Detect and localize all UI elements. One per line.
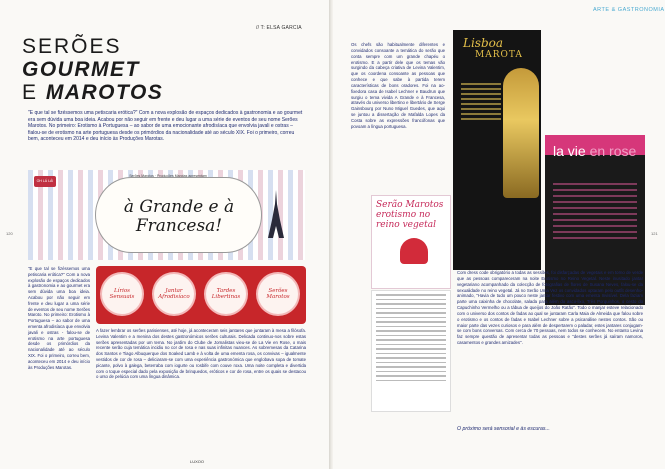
menu-card-heading: Serão Marotos erotismo no reino vegetal <box>376 200 444 230</box>
heart-icon <box>400 238 428 264</box>
body-column-right-top: Os chefs são habitualmente diferentes e convidados consoante a temática do serão que conta sempre com um grande chapéu o erotismo. E a partir dele que os temas vão surgindo da cabeça criativa de Levina Valentim, que os coordena consoante as pessoas que conhece e que sabe à partida terem características de bons oradores. Foi na ao- fixedora casa de Isabel Lechner e Baudrun que surgiu o tema vivida A Grande e à Francesa, através do universo libertino e libertário de Serge Gainsbourg por Nuno Miguel Guedes, que aqui se juntou a dissertação de Mafalda Lopes da Costa sobre as expressões francófonas que povoam a língua portuguesa. <box>351 42 445 129</box>
banner-badge: OH LÁ LÁ! <box>34 176 56 187</box>
title-line-3-a: E <box>22 81 39 104</box>
poster1-menu-list <box>461 80 501 123</box>
left-page <box>0 0 332 469</box>
right-page <box>333 0 665 469</box>
page-number-left: 120 <box>6 231 13 236</box>
banner-label <box>96 178 261 252</box>
medal-2: Jantar Afrodisíaco <box>154 274 194 314</box>
eiffel-tower-icon <box>268 190 284 238</box>
poster2-title-b: en rose <box>589 143 637 159</box>
poster2-menu-rows <box>553 179 637 243</box>
medal-4: Serões Marotos <box>258 274 298 314</box>
poster1-line2: MAROTA <box>475 50 523 60</box>
poster1-line1: Lisboa <box>463 36 504 50</box>
banner-title: à Grande e à Francesa! <box>123 197 235 236</box>
medal-3: Tardes Libertinas <box>206 274 246 314</box>
vegetal-menu-card <box>371 195 451 289</box>
body-column-left: "E que tal se fizéssemos uma petiscaria erótica?" Com a nova explosão de espaços dedicados à gastronomia e ao gourmet era sem dúvida uma boa ideia. Acabou por não seguir em frente e deu lugar a uma série de eventos de seu nome Serões Maroto. No primeiro: Erotismo à Portuguesa – ao sabor de uma ementa afrodisíaca que envolvia javali e ostras - falou-se de erotismo na arte portuguesa desde os primórdios da nacionalidade até ao século XIX. Foi o primeiro, correu bem, aconteceu em 2014 e deu início às Produções Marotas. <box>28 266 90 370</box>
lisboa-marota-poster <box>453 30 541 270</box>
closing-line: O próximo será sensorial e às escuras... <box>457 426 550 432</box>
footer-logo: LUXOO <box>190 459 205 464</box>
ornate-poster <box>96 266 306 324</box>
poster1-figure <box>503 68 539 198</box>
lead-paragraph: "E que tal se fizéssemos uma petiscaria erótica?" Com a nova explosão de espaços dedicados à gastronomia e ao gourmet era sem dúvida uma boa ideia. Acabou por não seguir em frente e deu lugar a uma série de eventos de seu nome Serões Marotos. No primeiro: Erotismo à Portuguesa – ao sabor de uma emocionante afrodisíaca que envolvia javali e ostras – fialou-se de erotismo na arte portuguesa desde os primórdios da nacionalidade até ao século XIX. Foi o primeiro, correu bem, aconteceu em 2014 e deu início às Produções Marotas. <box>28 110 303 143</box>
section-tag: ARTE & GASTRONOMIA <box>593 7 665 13</box>
page-number-right: 121 <box>651 231 658 236</box>
body-column-right-bottom: Com dress code obrigatório a todas as sessões, foi disfarçadas de vegetais e em torno de verde que as pessoas compareceram na noite Erotismo no Reino Vegetal. Neste inusitado jantar vegetariano acompanhado da colecção de fotografias de flores de Susana Neves, falou-se da sexualidade no reino vegetal. Já no Serão Uma Vez os convidados optaram pelo outfit desenho-animado, "Havia de tudo um pouco neste jantar festivo com uma ementa Invisível. Dela faziam parte uma caixinha de chocolate, salada para além do asco-lixo, Três Porquinhos, o cesto do Capuchinho Vermelho ou a tábua de queijos do João Ratão". Todo o manjar esteve relacionado com o universo dos contos de fadas ao qual se juntaram Carla Maia de Almeida que falou sobre o erotismo e os contos de fadas e Isabel Lechner sobre a psicanálise nestes contos. São ou maior parte das vezes curiosos e para além de despertarem o paladar, estes jantares conjugam-se com bons conversas. Com cerca de 70 pessoas, nem todos se conhecem. No entanto Levina faz sempre questão de apresentar todas as pessoas e "destes serões já saíram namoros, casamentos e grandes amizades". <box>457 270 643 346</box>
article-title <box>22 35 222 104</box>
title-line-2: GOURMET <box>22 58 140 81</box>
body-column-middle: A fazer lembrar os serões parisienses, até hoje, já aconteceram seis jantares que juntaram à mesa a filósofa. Levina Valentim e a menina dos destes gastronómicos serões culturais. Delicada continuo-nos sobre estas serões apresentadas por um tema. No jardim do Clube de Jornalistas vieu-se de La Vie en Rose, o mais recente serão cuja temática incidiu no cor de rosa e nas suas infinitas nuances. As sobremesas da Catarina dos Santos e Tiago Albuquerque dos Soaked Lamb e à volta de uma ementa rosa, os convivas – igualmente vestidos de cor de rosa – deliciaram-se com uma experiência gastronómica que englobava sopa de tomate picante, polvo à galega, beterraba com iogurte ou rosbife com couve roxa. Uma noite completa e divertida com o toque especial dado pela exposição de brinquedos, eróticos e cor de rosa, entre os quais se destacou o urso de pelúcia com uma língua dinâmica. <box>96 328 306 380</box>
menu-list-card <box>371 290 451 412</box>
banner-top-text: Serões Marotos · Produções Marotas apresentam <box>129 174 207 178</box>
byline: // T: ELSA GARCIA <box>256 25 302 31</box>
title-line-3-b: MAROTOS <box>45 81 164 104</box>
poster2-title-a: la vie <box>553 143 586 159</box>
title-line-1: SERÕES <box>22 35 122 58</box>
poster2-title <box>553 143 636 159</box>
medal-1: Lírios Sensuais <box>102 274 142 314</box>
banner-image <box>28 170 305 260</box>
